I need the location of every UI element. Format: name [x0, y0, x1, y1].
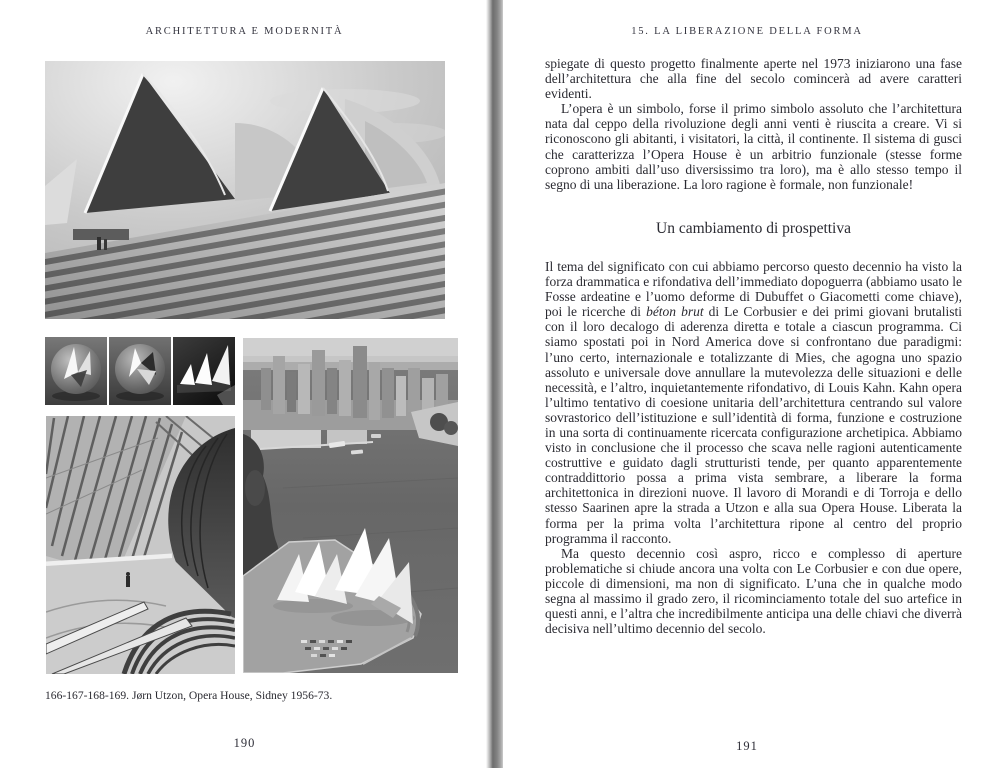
left-page-number: 190 — [233, 736, 256, 750]
model-sphere-1 — [45, 337, 107, 405]
photo-interior — [46, 416, 235, 674]
section-heading: Un cambiamento di prospettiva — [656, 219, 851, 237]
paragraph: Ma questo decennio così aspro, ricco e complesso di aperture problematiche si chiude ancora una volta con Le Corbusier e con due opere, piccole di dimensioni, ma non di significato. L’una che in qualche modo segna al massimo il grado zero, il ricominciamento totale del suo artefice in questi anni, e l’altra che incredibilmente anticipa una delle chiavi che diverrà decisiva nell’ultimo decennio del secolo. — [545, 545, 962, 637]
right-running-head: 15. LA LIBERAZIONE DELLA FORMA — [631, 26, 863, 37]
body-text — [545, 56, 962, 636]
model-sails — [173, 337, 235, 405]
model-sphere-2 — [109, 337, 171, 405]
photo-aerial — [243, 338, 458, 673]
paragraph: spiegate di questo progetto finalmente aperte nel 1973 iniziarono una fase dell’architettura che alla fine del secolo comincerà ad avere caratteri evidenti. — [545, 56, 962, 102]
photo-opera-house-shells — [45, 61, 445, 319]
left-running-head: ARCHITETTURA E MODERNITÀ — [145, 26, 344, 37]
right-page-number: 191 — [736, 739, 758, 753]
paragraph: L’opera è un simbolo, forse il primo simbolo assoluto che l’architettura nata dal ceppo della rivoluzione degli anni venti è riuscita a creare. Vi si riconoscono gli abitanti, i visitatori, la città, il continente. Il sistema di gusci che caratterizza l’Opera House è un arbitrio funzionale (stesse forme coprono ambiti dall’uso diversissimo tra loro), ma è allo stesso tempo il segno di una liberazione. La loro ragione è formale, non funzionale! — [545, 101, 962, 192]
figure-caption: 166-167-168-169. Jørn Utzon, Opera House, Sidney 1956-73. — [45, 689, 333, 702]
right-page — [503, 0, 991, 768]
left-page — [0, 0, 489, 768]
paragraph: Il tema del significato con cui abbiamo percorso questo decennio ha visto la forza drammatica e rifondativa dell’immediato dopoguerra (abbiamo usato le Fosse ardeatine e l’uomo deforme di Dubuffet o Giacometti come chiave), poi le ricerche di béton brut di Le Corbusier e dei primi giovani brutalisti con il loro decalogo di aderenza diretta e totale a ciascun programma. Ci siamo spostati poi in Nord America dove si confrontano due paradigmi: l’uno certo, internazionale e totalizzante di Mies, che agogna uno spazio assoluto e universale dove annullare la mutevolezza delle situazioni e delle necessità, e l’altro, inquietantemente rifondativo, di Louis Kahn. Kahn opera l’ultimo tentativo di coesione unitaria dell’architettura centrando sul valore sovrastorico dell’istituzione e sull’identità di forma, funzione e costruzione in una sorta di continuamente ricercata configurazione archetipica. Abbiamo visto in conclusione che il processo che scava nelle ragioni autenticamente costruttive e guidato dagli strutturisti tende, per quanto apparentemente contraddittorio possa a prima vista sembrare, a liberare la forma architettonica in direzioni nuove. Il lavoro di Morandi e di Torroja e dello stesso Saarinen apre la strada a Utzon e alla sua Opera House. Liberata la forma per la prima volta l’architettura ripone al centro del proprio programma il racconto. — [545, 258, 962, 546]
